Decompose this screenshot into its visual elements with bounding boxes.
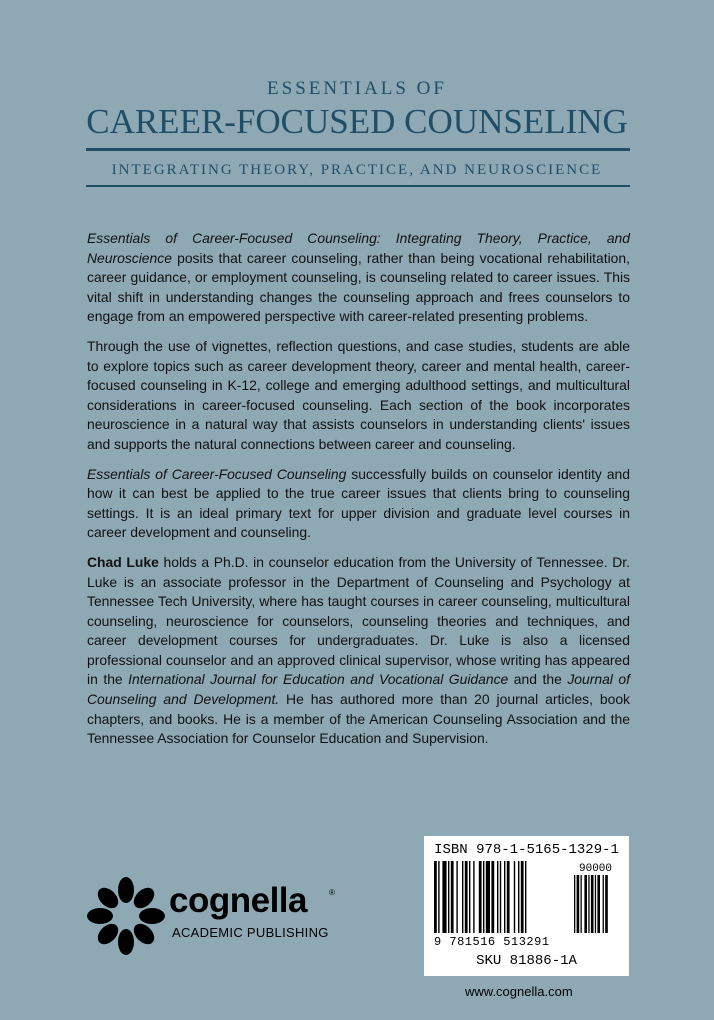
sku-number: SKU 81886-1A [476,953,577,969]
description-paragraph-3: Essentials of Career-Focused Counseling successfully builds on counselor identity and how it can best be applied to the true career issues that clients bring to counseling settings. It is an ideal primary text for upper division and graduate level courses in career development and counseling. [87,465,630,541]
book-title-italic: Essentials of Career-Focused Counseling: Integrating Theory, Practice, and Neuroscience [87,230,630,266]
publisher-subline: ACADEMIC PUBLISHING [172,925,329,940]
price-code: 90000 [579,863,613,875]
description-paragraph-1: Essentials of Career-Focused Counseling: Integrating Theory, Practice, and Neuroscience posits that career counseling, rather than being vocational rehabilitation, career guidance, or employment counseling, is counseling related to career issues. This vital shift in understanding changes the counseling approach and frees counselors to engage from an empowered perspective with career-related presenting problems. [87,230,630,325]
publisher-logo [86,876,346,956]
cover-header [0,78,714,142]
journal-name-2: Journal of Counseling and Development. [87,671,630,708]
flower-icon [86,876,166,956]
author-name: Chad Luke [87,553,159,570]
title-divider-bottom [86,185,630,187]
publisher-website: www.cognella.com [465,984,573,999]
book-subtitle: INTEGRATING THEORY, PRACTICE, AND NEUROSCIENCE [111,162,603,178]
journal-name-1: International Journal for Education and Vocational Guidance [128,671,509,688]
registered-mark: ® [329,888,335,897]
description-paragraph-2: Through the use of vignettes, reflection questions, and case studies, students are able to explore topics such as career development theory, career and mental health, career-focused counseling in K-12, college and emerging adulthood settings, and multicultural considerations in career-focused counseling. Each section of the book incorporates neuroscience in a natural way that assists counselors in understanding clients' issues and supports the natural connections between career and counseling. [87,337,630,452]
isbn-barcode-block [424,836,629,976]
series-label: ESSENTIALS OF [267,78,447,99]
author-bio: Chad Luke holds a Ph.D. in counselor education from the University of Tennessee. Dr. Luke is an associate professor in the Department of Counseling and Psychology at Tennessee Tech University, where has taught courses in career counseling, multicultural counseling, neuroscience for counselors, counseling theories and techniques, and career development courses for undergraduates. Dr. Luke is also a licensed professional counselor and an approved clinical supervisor, whose writing has appeared in the International Journal for Education and Vocational Guidance and the Journal of Counseling and Development. He has authored more than 20 journal articles, book chapters, and books. He is a member of the American Counseling Association and the Tennessee Association for Counselor Education and Supervision. [87,553,630,747]
back-cover-description [87,229,630,759]
title-divider-top [86,148,630,151]
book-title: CAREER-FOCUSED COUNSELING [86,102,628,141]
barcode-digits: 9 781516 513291 [434,935,550,949]
book-title-italic-short: Essentials of Career-Focused Counseling [87,465,347,482]
publisher-wordmark: cognella [169,881,307,920]
isbn-number: ISBN 978-1-5165-1329-1 [434,842,619,858]
